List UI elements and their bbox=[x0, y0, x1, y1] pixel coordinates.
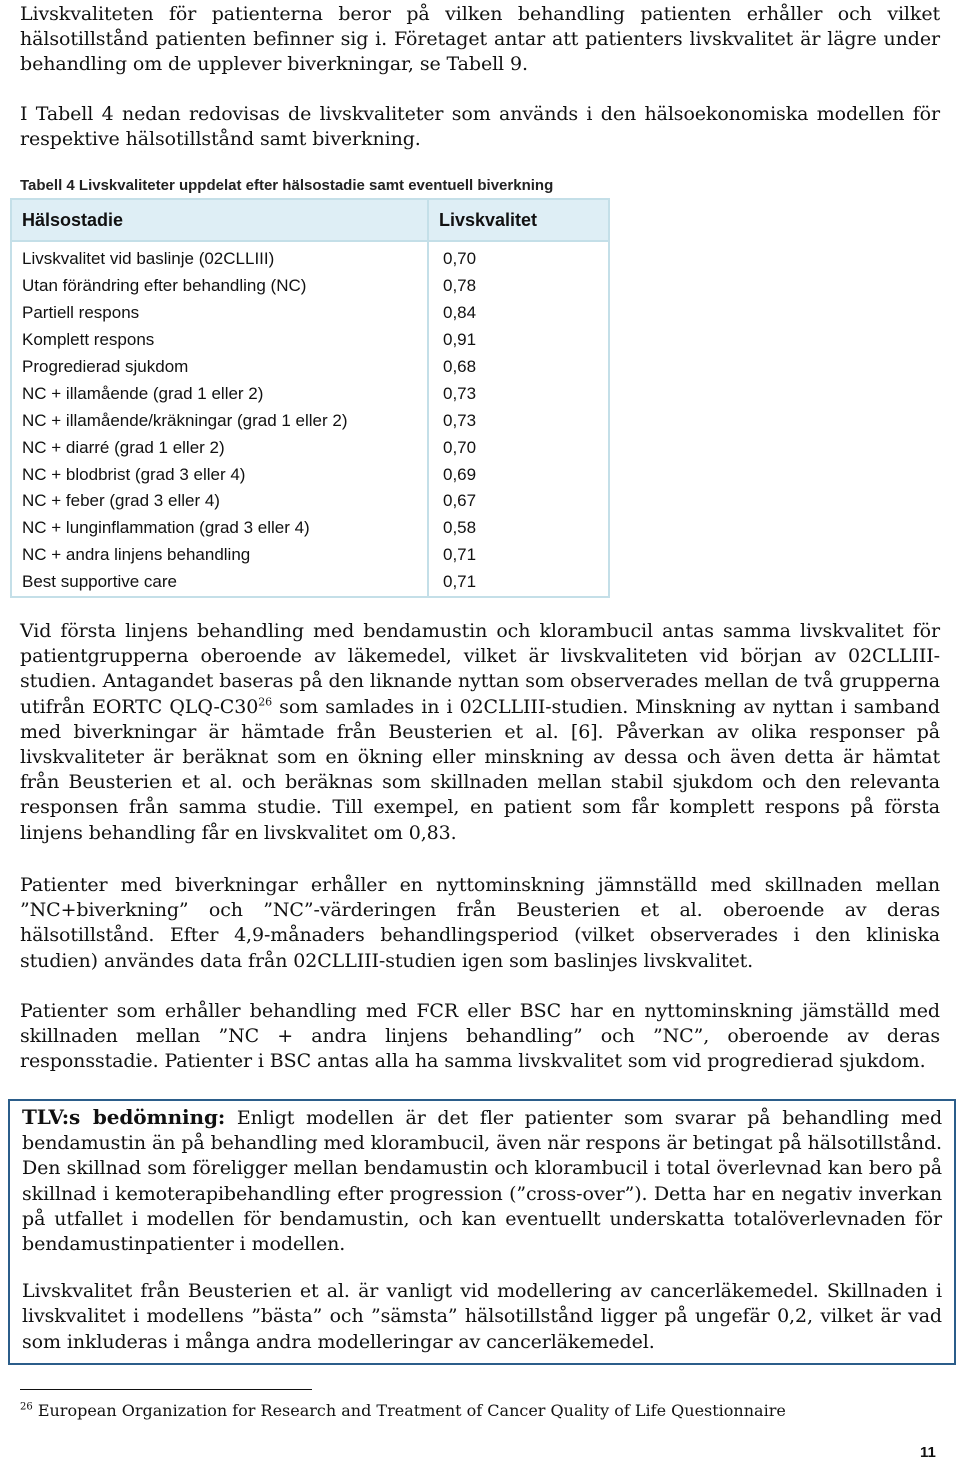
column-header-health-state: Hälsostadie bbox=[11, 199, 428, 241]
cell-health-state: Best supportive care bbox=[11, 569, 428, 597]
cell-health-state: Progredierad sjukdom bbox=[11, 354, 428, 381]
table-row bbox=[11, 461, 609, 488]
assessment-text: Enligt modellen är det fler patienter som svarar på behandling med bendamustin än på behandling med klorambucil, även när respons är betingat på hälsotillstånd. Den skillnad som föreligger mellan bendamustin och klorambucil i total överlevnad kan bero på skillnad i kemoterapibehandling efter progression (”cross-over”). Detta har en negativ inverkan på utfallet i modellen för bendamustin, och kan eventuellt underskatta totalöverlevnaden för bendamustinpatienter i modellen. bbox=[22, 1107, 943, 1256]
cell-health-state: NC + diarré (grad 1 eller 2) bbox=[11, 434, 428, 461]
table-caption: Tabell 4 Livskvaliteter uppdelat efter hälsostadie samt eventuell biverkning bbox=[20, 177, 554, 194]
table-row bbox=[11, 327, 609, 354]
cell-quality-of-life: 0,73 bbox=[428, 380, 609, 407]
cell-quality-of-life: 0,70 bbox=[428, 434, 609, 461]
tlv-assessment-box bbox=[8, 1099, 956, 1365]
cell-health-state: Utan förändring efter behandling (NC) bbox=[11, 273, 428, 300]
table-row bbox=[11, 569, 609, 597]
footnote-text: European Organization for Research and Treatment of Cancer Quality of Life Questionnaire bbox=[32, 1401, 786, 1420]
paragraph-first-line-treatment bbox=[20, 619, 940, 846]
cell-health-state: Livskvalitet vid baslinje (02CLLIII) bbox=[11, 241, 428, 273]
table-row bbox=[11, 407, 609, 434]
assessment-paragraph-1 bbox=[22, 1105, 942, 1257]
footnote-reference: 26 bbox=[258, 695, 273, 709]
paragraph-adverse-events: Patienter med biverkningar erhåller en nyttominskning jämnställd med skillnaden mellan ”NC+biverkning” och ”NC”-värderingen från Beusterien et al. oberoende av deras hälsotillstånd. Efter 4,9-månaders behandlingsperiod (vilket observerades i den kliniska studien) användes data från 02CLLIII-studien igen som baslinjes livskvalitet. bbox=[20, 874, 940, 972]
table-row bbox=[11, 434, 609, 461]
cell-health-state: NC + illamående (grad 1 eller 2) bbox=[11, 380, 428, 407]
cell-quality-of-life: 0,73 bbox=[428, 407, 609, 434]
paragraph-part: Vid första linjens behandling med bendamustin och klorambucil antas samma livskvalitet för patientgrupperna oberoende av läkemedel, vilket är livskvaliteten vid början av 02CLLIII-studien. Antagandet baseras på den liknande nyttan som observerades mellan de två grupperna utifrån EORTC QLQ-C30 bbox=[20, 620, 940, 718]
cell-quality-of-life: 0,91 bbox=[428, 327, 609, 354]
footnote bbox=[20, 1401, 786, 1420]
table-row bbox=[11, 354, 609, 381]
table-row bbox=[11, 488, 609, 515]
cell-quality-of-life: 0,78 bbox=[428, 273, 609, 300]
table-row bbox=[11, 380, 609, 407]
cell-health-state: NC + blodbrist (grad 3 eller 4) bbox=[11, 461, 428, 488]
cell-quality-of-life: 0,58 bbox=[428, 515, 609, 542]
cell-quality-of-life: 0,67 bbox=[428, 488, 609, 515]
assessment-paragraph-2: Livskvalitet från Beusterien et al. är vanligt vid modellering av cancerläkemedel. Skillnaden i livskvalitet i modellens ”bästa” och ”sämsta” hälsotillstånd ligger på ungefär 0,2, vilket är vad som inkluderas i många andra modelleringar av cancerläkemedel. bbox=[22, 1280, 942, 1353]
paragraph-intro: Livskvaliteten för patienterna beror på vilken behandling patienten erhåller och vilket hälsotillstånd patienten befinner sig i. Företaget antar att patienters livskvalitet är lägre under behandling om de upplever biverkningar, se Tabell 9. bbox=[20, 3, 940, 76]
table-body bbox=[11, 241, 609, 597]
cell-quality-of-life: 0,68 bbox=[428, 354, 609, 381]
paragraph-table-intro: I Tabell 4 nedan redovisas de livskvaliteter som används i den hälsoekonomiska modellen för respektive hälsotillstånd samt biverkning. bbox=[20, 103, 940, 151]
cell-health-state: NC + andra linjens behandling bbox=[11, 542, 428, 569]
table-row bbox=[11, 300, 609, 327]
column-header-quality-of-life: Livskvalitet bbox=[428, 199, 609, 241]
table-row bbox=[11, 273, 609, 300]
quality-of-life-table bbox=[10, 198, 610, 598]
table-row bbox=[11, 241, 609, 273]
table-header-row bbox=[11, 199, 609, 241]
table-row bbox=[11, 515, 609, 542]
paragraph-part: som samlades in i 02CLLIII-studien. Minskning av nyttan i samband med biverkningar är hämtade från Beusterien et al. [6]. Påverkan av olika responser på livskvaliteter är beräknat som en ökning eller minskning av dessa och även detta är hämtat från Beusterien et al. och beräknas som skillnaden mellan stabil sjukdom och den relevanta responsen från samma studie. Till exempel, en patient som får komplett respons på första linjens behandling får en livskvalitet om 0,83. bbox=[20, 695, 940, 844]
page-number: 11 bbox=[920, 1444, 936, 1461]
cell-quality-of-life: 0,71 bbox=[428, 569, 609, 597]
cell-quality-of-life: 0,84 bbox=[428, 300, 609, 327]
footnote-number: 26 bbox=[20, 1401, 33, 1413]
assessment-label: TLV:s bedömning: bbox=[22, 1105, 226, 1129]
paragraph-fcr-bsc: Patienter som erhåller behandling med FCR eller BSC har en nyttominskning jämställd med skillnaden mellan ”NC + andra linjens behandling” och ”NC”, oberoende av deras responsstadie. Patienter i BSC antas alla ha samma livskvalitet som vid progredierad sjukdom. bbox=[20, 1000, 940, 1073]
cell-health-state: Partiell respons bbox=[11, 300, 428, 327]
cell-quality-of-life: 0,70 bbox=[428, 241, 609, 273]
cell-quality-of-life: 0,71 bbox=[428, 542, 609, 569]
cell-health-state: NC + feber (grad 3 eller 4) bbox=[11, 488, 428, 515]
table-row bbox=[11, 542, 609, 569]
cell-health-state: Komplett respons bbox=[11, 327, 428, 354]
cell-quality-of-life: 0,69 bbox=[428, 461, 609, 488]
cell-health-state: NC + illamående/kräkningar (grad 1 eller 2) bbox=[11, 407, 428, 434]
cell-health-state: NC + lunginflammation (grad 3 eller 4) bbox=[11, 515, 428, 542]
footnote-divider bbox=[20, 1389, 312, 1390]
